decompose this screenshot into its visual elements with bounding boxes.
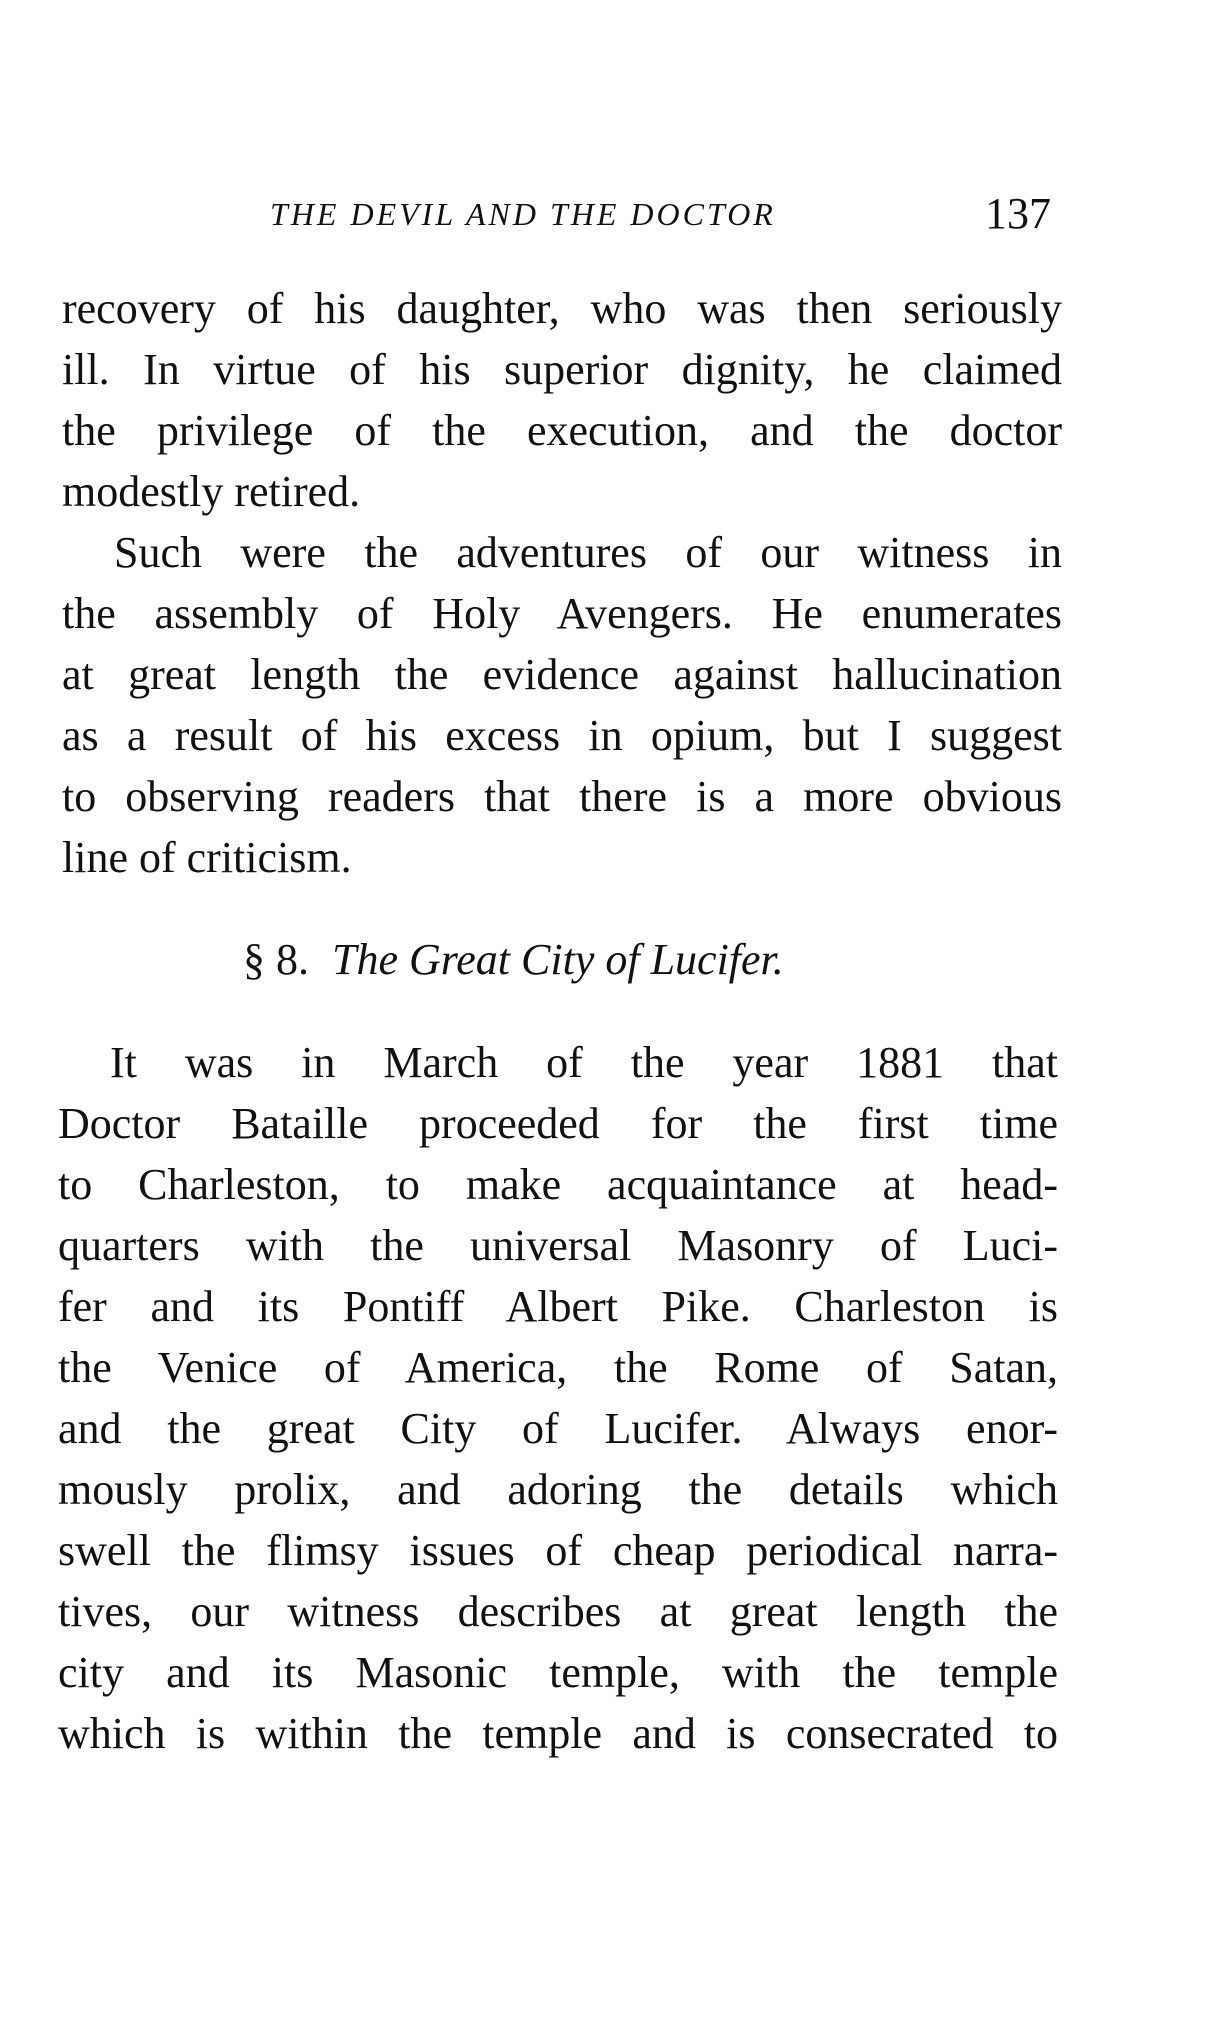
running-head [60,188,1060,238]
text-line: the assembly of Holy Avengers. He enumerates [62,589,1062,638]
text-line: city and its Masonic temple, with the temple [58,1648,1058,1697]
text-line: at great length the evidence against hallucination [62,650,1062,699]
paragraph-1 [62,278,1062,522]
text-line: modestly retired. [62,467,361,516]
text-line: and the great City of Lucifer. Always enor- [58,1404,1058,1453]
section-heading [0,934,1219,985]
paragraph-3 [58,1032,1058,1764]
text-line: as a result of his excess in opium, but I suggest [62,711,1062,760]
text-line: ill. In virtue of his superior dignity, he claimed [62,345,1062,394]
text-line: Such were the adventures of our witness in [114,528,1062,577]
text-line: the privilege of the execution, and the doctor [62,406,1062,455]
text-line: line of criticism. [62,833,352,882]
text-line: It was in March of the year 1881 that [110,1038,1058,1087]
text-line: quarters with the universal Masonry of Luci- [58,1221,1058,1270]
section-title: The Great City of Lucifer. [332,935,784,984]
text-line: to observing readers that there is a more obvious [62,772,1062,821]
text-line: the Venice of America, the Rome of Satan, [58,1343,1058,1392]
text-line: tives, our witness describes at great length the [58,1587,1058,1636]
text-line: mously prolix, and adoring the details which [58,1465,1058,1514]
text-line: fer and its Pontiff Albert Pike. Charleston is [58,1282,1058,1331]
running-title: THE DEVIL AND THE DOCTOR [270,196,776,232]
text-line: swell the flimsy issues of cheap periodical narra- [58,1526,1058,1575]
text-line: to Charleston, to make acquaintance at head- [58,1160,1058,1209]
text-line: Doctor Bataille proceeded for the first time [58,1099,1058,1148]
section-number: § 8. [243,935,309,984]
text-line: which is within the temple and is consecrated to [58,1709,1058,1758]
page-number: 137 [985,189,1051,238]
text-line: recovery of his daughter, who was then seriously [62,284,1062,333]
paragraph-2 [62,522,1062,888]
